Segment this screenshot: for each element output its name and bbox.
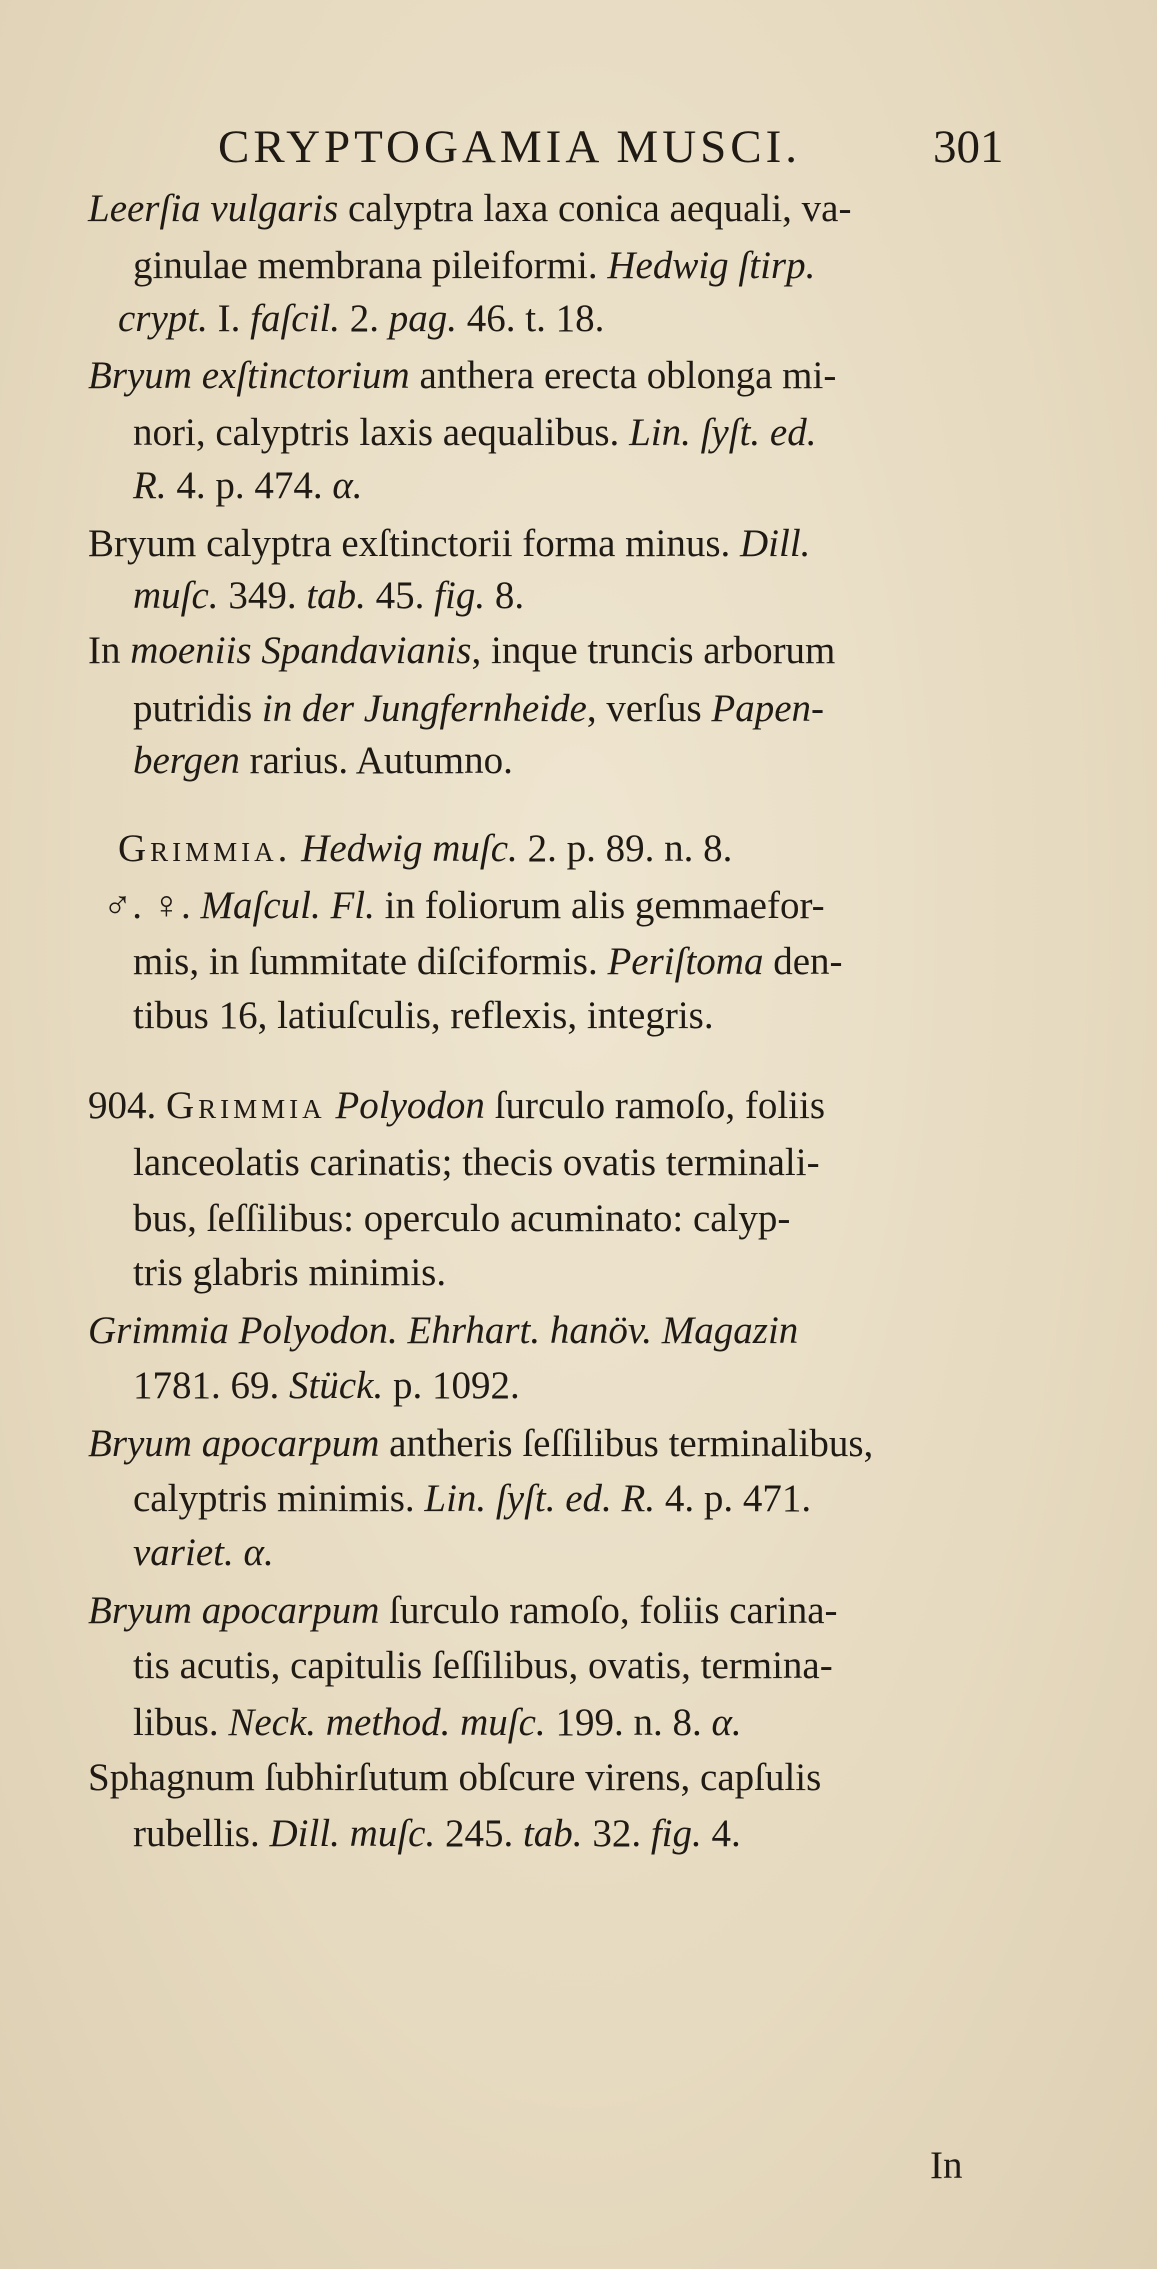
italic-text: crypt.: [118, 297, 208, 340]
italic-text: Hedwig ſtirp.: [607, 244, 816, 287]
small-caps-text: Grimmia.: [118, 827, 292, 870]
text: 4. p. 471.: [655, 1477, 812, 1520]
text: 45.: [365, 574, 435, 617]
text: p. 1092.: [383, 1364, 520, 1407]
italic-text: Bryum exſtinctorium: [88, 354, 410, 397]
text-line: [88, 1418, 873, 1470]
italic-text: moeniis Spandavianis: [130, 629, 472, 672]
text: ſurculo ramoſo, foliis: [484, 1084, 825, 1127]
text-line: [133, 990, 714, 1042]
text-line: [133, 1193, 790, 1245]
italic-text: tab.: [306, 574, 366, 617]
italic-text: in der Jungfernheide: [261, 687, 587, 730]
text: 245.: [435, 1812, 523, 1855]
text: 349.: [218, 574, 307, 617]
italic-text: Stück.: [289, 1364, 384, 1407]
text: rarius. Autumno.: [239, 739, 513, 782]
text: tris glabris minimis.: [133, 1251, 447, 1294]
text: nori, calyptris laxis aequalibus.: [133, 411, 630, 454]
text-line: [133, 1808, 741, 1860]
text: ſurculo ramoſo, foliis carina-: [379, 1589, 838, 1632]
text: 1781. 69.: [133, 1364, 289, 1407]
italic-text: Leerſia vulgaris: [88, 187, 339, 230]
text: 46. t. 18.: [457, 297, 605, 340]
italic-text: muſc.: [133, 574, 219, 617]
italic-text: Dill.: [740, 522, 811, 565]
text: 4. p. 474.: [166, 464, 333, 507]
italic-text: fig.: [434, 574, 486, 617]
italic-text: faſcil.: [250, 297, 341, 340]
text-line: [133, 936, 843, 988]
text-line: [88, 1305, 798, 1357]
text: [326, 1084, 336, 1127]
text: , verſus: [586, 687, 712, 730]
italic-text: Dill. muſc.: [269, 1812, 436, 1855]
text-line: [88, 1585, 838, 1637]
page-header: [0, 112, 1157, 182]
text: [291, 827, 301, 870]
italic-text: Grimmia Polyodon. Ehrhart. hanöv. Magazin: [88, 1309, 799, 1352]
text-line: [133, 1697, 742, 1749]
text-line: [133, 1527, 274, 1579]
italic-text: α.: [332, 464, 363, 507]
text-line: [133, 1360, 520, 1412]
text: antheris ſeſſilibus terminalibus,: [379, 1422, 874, 1465]
text: bus, ſeſſilibus: operculo acuminato: calyp-: [133, 1197, 791, 1240]
text-line: [133, 1473, 811, 1525]
text-line: [118, 293, 604, 345]
text: lanceolatis carinatis; thecis ovatis terminali-: [133, 1141, 820, 1184]
italic-text: Bryum apocarpum: [88, 1422, 380, 1465]
text-line: [133, 570, 524, 622]
text: rubellis.: [133, 1812, 270, 1855]
text: In: [88, 629, 131, 672]
text-line: [88, 625, 835, 677]
text-line: [88, 183, 851, 235]
text-line: [118, 823, 732, 875]
text: libus.: [133, 1701, 229, 1744]
catchword: In: [930, 2144, 963, 2187]
running-head: CRYPTOGAMIA MUSCI.: [218, 121, 802, 173]
italic-text: Papen-: [711, 687, 825, 730]
text: anthera erecta oblonga mi-: [409, 354, 837, 397]
text: calyptra laxa conica aequali, va-: [338, 187, 852, 230]
italic-text: Neck. method. muſc.: [228, 1701, 546, 1744]
text: Sphagnum ſubhirſutum obſcure virens, capſulis: [88, 1756, 822, 1799]
text: tis acutis, capitulis ſeſſilibus, ovatis, termina-: [133, 1644, 833, 1687]
italic-text: tab.: [522, 1812, 583, 1855]
text: 2.: [340, 297, 389, 340]
small-caps-text: Grimmia: [166, 1084, 326, 1127]
text: in foliorum alis gemmaefor-: [374, 884, 825, 927]
text: 4.: [701, 1812, 741, 1855]
text: mis, in ſummitate diſciformis.: [133, 940, 608, 983]
text: 8.: [485, 574, 525, 617]
text-line: [133, 1137, 820, 1189]
text-line: [88, 350, 836, 402]
italic-text: Lin. ſyſt. ed. R.: [424, 1477, 656, 1520]
italic-text: Lin. ſyſt. ed.: [629, 411, 817, 454]
text: 2. p. 89. n. 8.: [517, 827, 733, 870]
text-line: [133, 683, 824, 735]
text-line: [133, 735, 513, 787]
text: calyptris minimis.: [133, 1477, 425, 1520]
text: 199. n. 8.: [545, 1701, 712, 1744]
italic-text: Hedwig muſc.: [301, 827, 518, 870]
text: , inque truncis arborum: [471, 629, 836, 672]
text-line: [133, 1247, 446, 1299]
text: ♂. ♀.: [103, 884, 201, 927]
text: Bryum calyptra exſtinctorii forma minus.: [88, 522, 741, 565]
italic-text: variet. α.: [133, 1531, 274, 1574]
text: den-: [763, 940, 843, 983]
text-line: [88, 1752, 821, 1804]
page-number: 301: [933, 121, 1004, 173]
italic-text: Periſtoma: [607, 940, 764, 983]
text: tibus 16, latiuſculis, reflexis, integris.: [133, 994, 714, 1037]
text: I.: [207, 297, 251, 340]
text: putridis: [133, 687, 262, 730]
text-line: [133, 240, 815, 292]
text-line: [88, 1080, 825, 1132]
text-line: [133, 1640, 833, 1692]
italic-text: Polyodon: [335, 1084, 485, 1127]
text-line: [133, 407, 816, 459]
text: ginulae membrana pileiformi.: [133, 244, 608, 287]
italic-text: Bryum apocarpum: [88, 1589, 380, 1632]
italic-text: Maſcul. Fl.: [200, 884, 375, 927]
italic-text: α.: [711, 1701, 742, 1744]
text-line: [88, 518, 810, 570]
text: 904.: [88, 1084, 166, 1127]
italic-text: R.: [133, 464, 167, 507]
text: 32.: [582, 1812, 651, 1855]
italic-text: fig.: [650, 1812, 702, 1855]
italic-text: bergen: [133, 739, 240, 782]
text-line: [133, 460, 363, 512]
text-line: [103, 880, 825, 932]
italic-text: pag.: [388, 297, 458, 340]
